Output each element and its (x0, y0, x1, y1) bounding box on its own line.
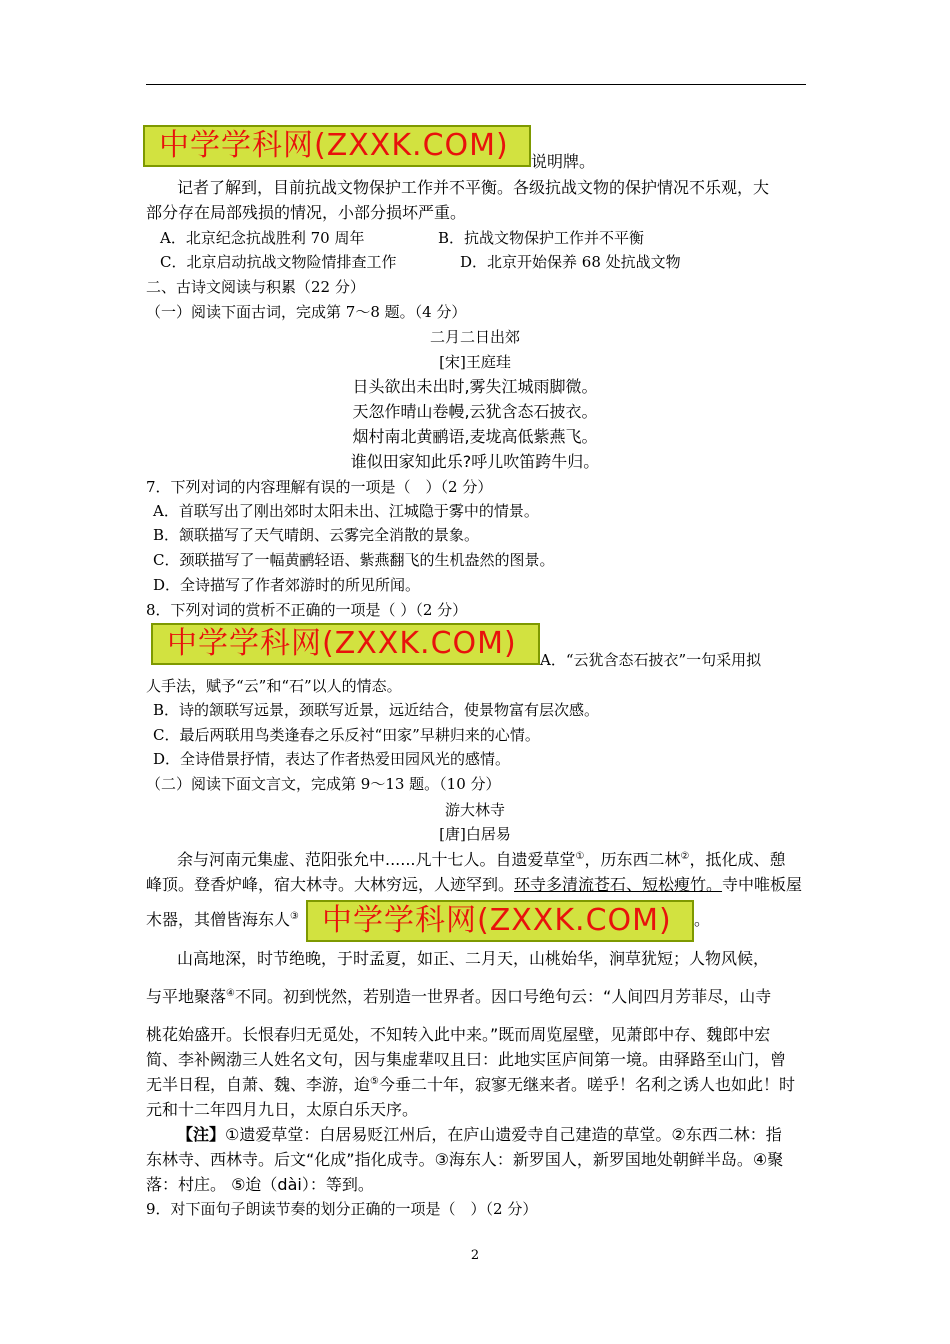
q8-stem: 8．下列对词的赏析不正确的一项是（ ）（2 分） (146, 601, 468, 619)
prose-line: 木器，其僧皆海东人③ (146, 910, 299, 929)
poem-title: 二月二日出郊 (429, 328, 520, 346)
q6-paragraph-line: 部分存在局部残损的情况，小部分损坏严重。 (146, 203, 467, 222)
poem-line: 日头欲出未出时,雾失江城雨脚微。 (352, 377, 598, 396)
q8-option-a: A．“云犹含态石披衣”一句采用拟 (540, 651, 762, 669)
poem-line: 天忽作晴山卷幔,云犹含态石披衣。 (352, 402, 598, 421)
q8-option-a-cont: 人手法，赋予“云”和“石”以人的情态。 (146, 677, 402, 695)
q6-option-d: D．北京开始保养 68 处抗战文物 (460, 253, 681, 271)
q6-paragraph-line: 记者了解到，目前抗战文物保护工作并不平衡。各级抗战文物的保护情况不乐观，大 (177, 178, 770, 197)
q7-option-c: C．颈联描写了一幅黄鹂轻语、紫燕翻飞的生机盎然的图景。 (153, 551, 555, 569)
footnote-mark: ③ (290, 911, 299, 922)
q6-line-tail: 说明牌。 (531, 152, 596, 171)
notes-line: 东林寺、西林寺。后文“化成”指化成寺。③海东人：新罗国人，新罗国地处朝鲜半岛。④聚 (146, 1150, 784, 1169)
notes-line: 落：村庄。 ⑤迨（dài）：等到。 (146, 1175, 374, 1194)
prose-line-tail: 。 (694, 910, 711, 929)
page-number: 2 (470, 1248, 480, 1263)
part1-instruction: （一）阅读下面古词，完成第 7～8 题。（4 分） (146, 303, 467, 321)
footnote-mark: ② (680, 851, 690, 862)
prose-line: 桃花始盛开。长恨春归无觅处，不知转入此中来。”既而周览屋壁，见萧郎中存、魏郎中宏 (146, 1025, 771, 1044)
prose-line: 元和十二年四月九日，太原白乐天序。 (146, 1100, 419, 1119)
poem-line: 谁似田家知此乐?呼儿吹笛跨牛归。 (350, 452, 600, 471)
q6-option-a: A．北京纪念抗战胜利 70 周年 (160, 229, 365, 247)
watermark-banner: 中学学科网(ZXXK.COM) (306, 900, 694, 942)
prose-line: 无半日程，自萧、魏、李游，迨⑤今垂二十年，寂寥无继来者。嗟乎！名利之诱人也如此！时 (146, 1075, 795, 1094)
q7-option-b: B．颔联描写了天气晴朗、云雾完全消散的景象。 (153, 526, 480, 544)
header-rule (146, 84, 806, 85)
prose-line: 峰顶。登香炉峰，宿大林寺。大林穷远，人迹罕到。环寺多清流苍石、短松瘦竹。寺中唯板屋 (146, 875, 803, 894)
q8-option-c: C．最后两联用鸟类逢春之乐反衬“田家”早耕归来的心情。 (153, 726, 540, 744)
prose-author: [唐]白居易 (439, 825, 511, 843)
footnote-mark: ① (575, 851, 585, 862)
poem-line: 烟村南北黄鹂语,麦垅高低紫燕飞。 (352, 427, 598, 446)
notes-line: 【注】①遗爱草堂：白居易贬江州后，在庐山遗爱寺自己建造的草堂。②东西二林：指 (177, 1125, 782, 1144)
q7-option-a: A．首联写出了刚出郊时太阳未出、江城隐于雾中的情景。 (153, 502, 539, 520)
prose-line: 与平地聚落④不同。初到恍然，若别造一世界者。因口号绝句云：“人间四月芳菲尽，山寺 (146, 987, 772, 1006)
prose-line: 山高地深，时节绝晚，于时孟夏，如正、二月天，山桃始华，涧草犹短；人物风候， (177, 949, 770, 968)
poem-author: [宋]王庭珪 (439, 353, 511, 371)
underlined-sentence: 环寺多清流苍石、短松瘦竹。 (514, 875, 723, 894)
q8-option-b: B．诗的颔联写远景，颈联写近景，远近结合，使景物富有层次感。 (153, 701, 600, 719)
q7-stem: 7．下列对词的内容理解有误的一项是（ ）（2 分） (146, 478, 493, 496)
watermark-banner: 中学学科网(ZXXK.COM) (143, 125, 531, 167)
notes-label: 【注】 (177, 1125, 226, 1144)
prose-title: 游大林寺 (444, 801, 505, 819)
q7-option-d: D．全诗描写了作者郊游时的所见所闻。 (153, 576, 421, 594)
prose-line: 简、李补阙渤三人姓名文句，因与集虚辈叹且曰：此地实匡庐间第一境。由驿路至山门，曾 (146, 1050, 787, 1069)
q8-option-d: D．全诗借景抒情，表达了作者热爱田园风光的感情。 (153, 750, 511, 768)
prose-line: 余与河南元集虚、范阳张允中......凡十七人。自遗爱草堂①，历东西二林②，抵化成、憩 (177, 850, 786, 869)
q6-option-b: B．抗战文物保护工作并不平衡 (438, 229, 645, 247)
footnote-mark: ④ (226, 988, 235, 999)
section-heading: 二、古诗文阅读与积累（22 分） (146, 278, 365, 296)
q9-stem: 9．对下面句子朗读节奏的划分正确的一项是（ ）（2 分） (146, 1200, 538, 1218)
footnote-mark: ⑤ (370, 1076, 379, 1087)
watermark-banner: 中学学科网(ZXXK.COM) (151, 623, 540, 665)
part2-instruction: （二）阅读下面文言文，完成第 9～13 题。（10 分） (146, 775, 501, 793)
q6-option-c: C．北京启动抗战文物险情排查工作 (160, 253, 397, 271)
